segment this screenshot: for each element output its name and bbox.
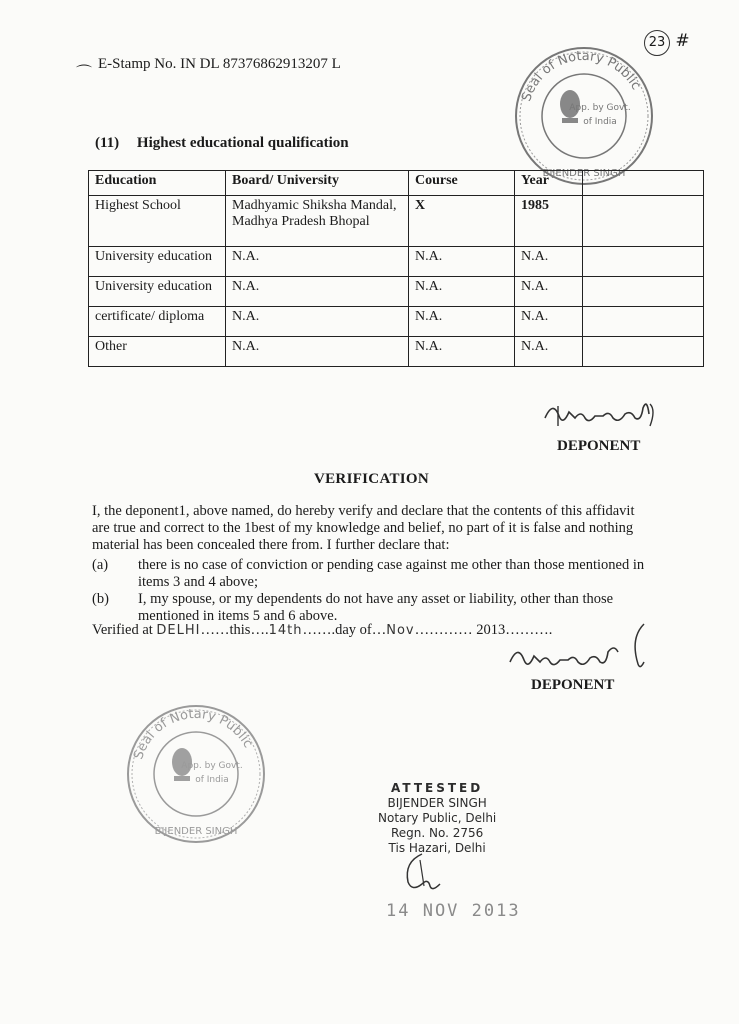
table-cell: University education (89, 277, 226, 307)
table-cell: N.A. (226, 337, 409, 367)
table-cell: N.A. (226, 307, 409, 337)
table-header: Year (515, 171, 583, 196)
table-cell: N.A. (226, 277, 409, 307)
verification-intro: I, the deponent1, above named, do hereby verify and declare that the contents of this affidavit are true and correct to the 1best of my knowledge and belief, no part of it is false and nothing material has been concealed there from. I further declare that: (92, 503, 635, 553)
verified-day: 14th (268, 623, 303, 638)
deponent-signature-2 (504, 620, 664, 674)
section-heading (95, 135, 349, 152)
table-cell: N.A. (409, 247, 515, 277)
seal-ring-text: Seal of Notary Public (519, 48, 644, 104)
verified-place: DELHI (156, 623, 201, 638)
attested-role: Notary Public, Delhi (378, 811, 497, 825)
notary-seal-bottom (124, 702, 268, 846)
attested-regn: Regn. No. 2756 (390, 826, 484, 840)
verified-line: Verified at DELHI……this….14th…….day of…Nov………… 2013………. (92, 622, 553, 638)
table-header: Course (409, 171, 515, 196)
seal-inner-top: App. by Govt. (569, 103, 631, 113)
verified-at-label: Verified at (92, 622, 153, 638)
table-cell: N.A. (409, 337, 515, 367)
verified-year: 2013 (476, 622, 506, 638)
seal-name: BIJENDER SINGH (542, 168, 626, 179)
item-label: (a) (92, 557, 109, 573)
this-label: this (229, 622, 251, 638)
table-header: Board/ University (226, 171, 409, 196)
table-header (583, 171, 704, 196)
table-header: Education (89, 171, 226, 196)
table-cell: N.A. (515, 247, 583, 277)
attested-place: Tis Hazari, Delhi (388, 841, 486, 855)
attestation-stamp (378, 781, 496, 856)
date-stamp: 14 NOV 2013 (386, 901, 521, 921)
estamp-number: E-Stamp No. IN DL 87376862913207 L (98, 56, 341, 72)
deponent-label: DEPONENT (557, 438, 641, 454)
table-row (89, 277, 704, 307)
stamp-tick-mark: ⌒ (76, 65, 93, 82)
seal-inner-bottom: of India (583, 117, 617, 127)
table-cell: N.A. (409, 277, 515, 307)
education-table (88, 170, 704, 367)
table-cell: X (409, 196, 515, 247)
item-text: there is no case of conviction or pending case against me other than those mentioned in items 3 and 4 above; (138, 557, 645, 590)
section-number: (11) (95, 135, 120, 151)
table-cell: 1985 (515, 196, 583, 247)
table-cell (583, 196, 704, 247)
seal-name: BIJENDER SINGH (154, 826, 238, 837)
verified-month: Nov (386, 623, 415, 638)
table-cell (583, 277, 704, 307)
table-cell: certificate/ diploma (89, 307, 226, 337)
table-cell: University education (89, 247, 226, 277)
table-row (89, 307, 704, 337)
verification-item (92, 557, 652, 591)
deponent-signature (540, 396, 670, 436)
table-cell: N.A. (515, 307, 583, 337)
table-cell (583, 247, 704, 277)
seal-inner-bottom: of India (195, 775, 229, 785)
item-label: (b) (92, 591, 109, 607)
table-cell (583, 307, 704, 337)
seal-inner-top: App. by Govt. (181, 761, 243, 771)
verification-title: VERIFICATION (314, 471, 430, 487)
attested-heading: ATTESTED (391, 781, 484, 795)
table-cell: N.A. (226, 247, 409, 277)
table-cell: Madhyamic Shiksha Mandal, Madhya Pradesh Bhopal (226, 196, 409, 247)
seal-ring-text: Seal of Notary Public (131, 706, 256, 762)
table-cell: Highest School (89, 196, 226, 247)
page-number-circle: 23 (644, 30, 670, 56)
deponent-label-2: DEPONENT (531, 677, 615, 693)
page-number-suffix: # (675, 31, 690, 51)
table-row (89, 196, 704, 247)
day-of-label: day of (335, 622, 372, 638)
table-header-row (89, 171, 704, 196)
table-cell: N.A. (409, 307, 515, 337)
section-title: Highest educational qualification (136, 135, 349, 151)
notary-signature (400, 850, 450, 894)
table-cell (583, 337, 704, 367)
attested-name: BIJENDER SINGH (387, 796, 487, 810)
table-cell: N.A. (515, 277, 583, 307)
table-cell: N.A. (515, 337, 583, 367)
item-text: I, my spouse, or my dependents do not have any asset or liability, other than those mentioned in items 5 and 6 above. (138, 591, 614, 624)
table-cell: Other (89, 337, 226, 367)
table-row (89, 247, 704, 277)
table-row (89, 337, 704, 367)
notary-seal-top (512, 44, 656, 188)
